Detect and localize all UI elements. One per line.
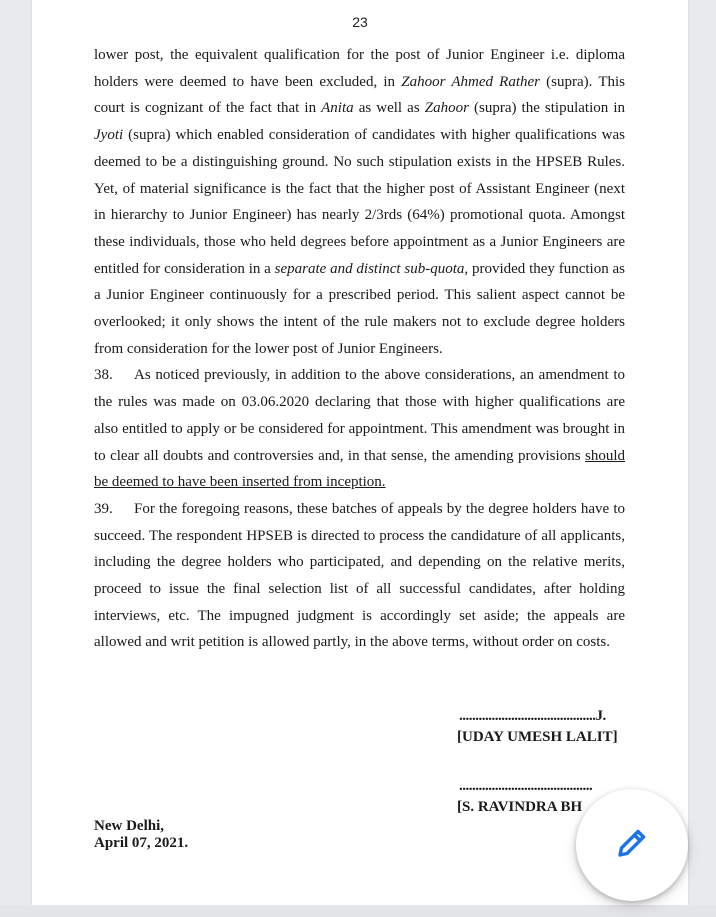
paragraph-number-38: 38.: [94, 367, 113, 384]
underlined-text: should be deemed to have been inserted from inception.: [94, 447, 625, 491]
text-run: as well as: [353, 100, 425, 117]
paragraph-38: [94, 362, 625, 496]
text-run: (supra). This court is cognizant of the fact that in: [94, 73, 625, 117]
judge-name-1: [UDAY UMESH LALIT]: [457, 729, 618, 745]
place: New Delhi,: [94, 818, 164, 834]
signature-line-2: .........................................: [459, 778, 593, 794]
text-run: (supra) which enabled consideration of candidates with higher qualifications was deemed to be a distinguishing ground. No such stipulation exists in the HPSEB Rules. Yet, of material significance is the fact that the higher post of Assistant Engineer (next in hierarchy to Junior Engineer) has nearly 2/3rds (64%) promotional quota. Amongst these individuals, those who held degrees before appointment as a Junior Engineers are entitled for consideration in a: [94, 127, 625, 277]
judge-name-2: [S. RAVINDRA BH: [457, 799, 583, 815]
text-run: lower post, the equivalent qualification for the post of Junior Engineer i.e. diploma holders were deemed to have been excluded, in: [94, 47, 625, 90]
pencil-icon: [612, 823, 652, 868]
text-run: , provided they function as a Junior Engineer continuously for a prescribed period. This salient aspect cannot be overlooked; it only shows the intent of the rule makers not to exclude degree holders from consideration for the lower post of Junior Engineers.: [94, 260, 625, 357]
case-name-jyoti: Jyoti: [94, 127, 124, 144]
case-name-zahoor: Zahoor: [424, 100, 469, 117]
case-name-zahoor-ahmed-rather: Zahoor Ahmed Rather: [401, 73, 540, 90]
case-name-anita: Anita: [321, 100, 354, 117]
emphasis-sub-quota: separate and distinct sub-quota: [274, 260, 465, 277]
paragraph-37-continued: [94, 42, 625, 362]
edit-button[interactable]: [576, 789, 688, 901]
paragraph-39-text: For the foregoing reasons, these batches of appeals by the degree holders have to succeed. The respondent HPSEB is directed to process the candidature of all applicants, including the degree holders who participated, and depending on the relative merits, proceed to issue the final selection list of all successful candidates, after holding interviews, etc. The impugned judgment is accordingly set aside; the appeals are allowed and writ petition is allowed partly, in the above terms, without order on costs.: [94, 500, 625, 651]
judgment-body: [94, 42, 625, 656]
paragraph-38-text: As noticed previously, in addition to the above considerations, an amendment to the rules was made on 03.06.2020 declaring that those with higher qualifications are also entitled to apply or be considered for appointment. This amendment was brought in to clear all doubts and controversies and, in that sense, the amending provisions: [94, 367, 625, 464]
document-page: [32, 0, 688, 905]
page-number: 23: [352, 14, 368, 30]
paragraph-39: [94, 496, 625, 656]
paragraph-number-39: 39.: [94, 500, 113, 517]
signature-line-1: ..........................................J.: [459, 708, 606, 724]
text-run: (supra) the stipulation in: [468, 100, 625, 117]
date: April 07, 2021.: [94, 835, 189, 851]
viewer-background: [0, 905, 716, 917]
